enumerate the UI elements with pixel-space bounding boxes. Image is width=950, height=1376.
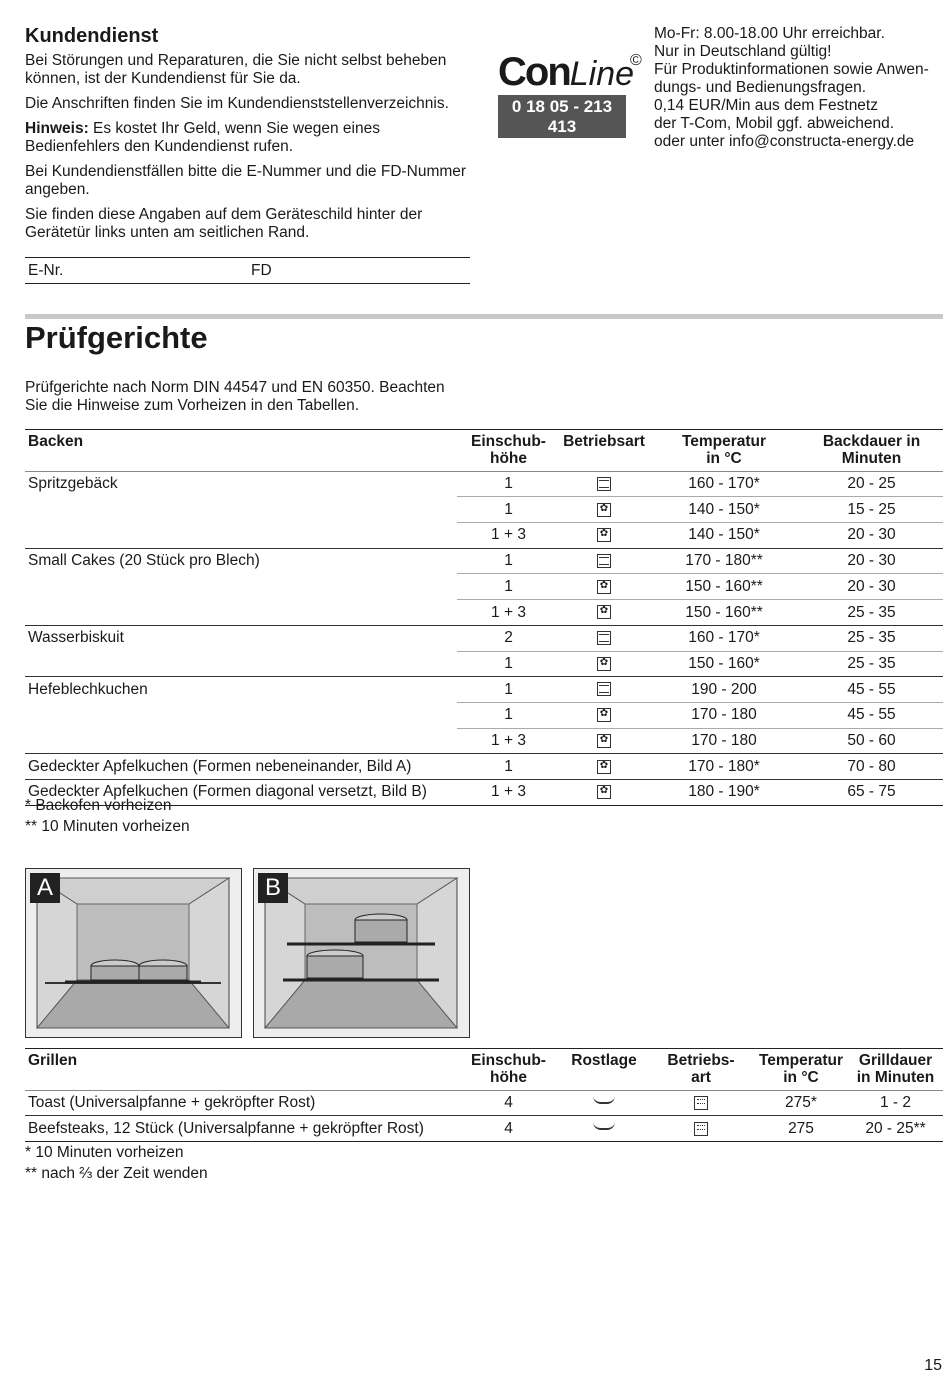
logo-line: Line: [569, 55, 635, 93]
column-header: Betriebs- art: [648, 1049, 754, 1091]
kundendienst-text: [25, 52, 470, 249]
table-cell: 20 - 30: [800, 523, 943, 549]
table-row: [25, 677, 943, 703]
mode-cell: [560, 651, 648, 677]
mode-cell: [560, 779, 648, 805]
table-cell: 65 - 75: [800, 779, 943, 805]
mode-cell: [560, 1116, 648, 1142]
column-header: Backdauer in Minuten: [800, 430, 943, 472]
kd-paragraph: Sie finden diese Angaben auf dem Geräteschild hinter der Gerätetür links unten am seitlichen Rand.: [25, 205, 423, 241]
mode-cell: [560, 754, 648, 780]
heissluft-icon: [597, 528, 611, 542]
table-cell: 140 - 150*: [648, 523, 800, 549]
footnote: * Backofen vorheizen: [25, 797, 172, 814]
mode-cell: [560, 702, 648, 728]
column-header: Betriebsart: [560, 430, 648, 472]
table-cell: 1: [457, 651, 560, 677]
table-cell: 25 - 35: [800, 651, 943, 677]
enr-label: E-Nr.: [28, 262, 64, 279]
table-cell: Hefeblechkuchen: [28, 680, 148, 698]
mode-cell: [560, 497, 648, 523]
table-cell: 275: [754, 1116, 848, 1142]
table-cell: 170 - 180: [648, 728, 800, 754]
oven-images-svg: [25, 868, 471, 1038]
footnote: ** nach ⅔ der Zeit wenden: [25, 1164, 208, 1182]
table-row: [25, 754, 943, 780]
column-header: Einschub- höhe: [457, 430, 560, 472]
table-row: [25, 548, 943, 574]
column-header: Grillen: [25, 1049, 457, 1091]
table-cell: 190 - 200: [648, 677, 800, 703]
heissluft-icon: [597, 708, 611, 722]
table-row: [25, 574, 943, 600]
column-header: Einschub- höhe: [457, 1049, 560, 1091]
pruefgerichte-title: Prüfgerichte: [25, 320, 208, 355]
table-cell: 1: [457, 702, 560, 728]
column-header: Temperatur in °C: [648, 430, 800, 472]
mode-cell: [648, 1116, 754, 1142]
hotline-line: Mo-Fr: 8.00-18.00 Uhr erreichbar.: [654, 25, 885, 42]
grill-icon: [694, 1096, 708, 1110]
table-cell: 1: [457, 548, 560, 574]
table-cell: 1: [457, 497, 560, 523]
table-cell: Beefsteaks, 12 Stück (Universalpfanne + gekröpfter Rost): [25, 1116, 457, 1142]
table-cell: 160 - 170*: [648, 471, 800, 497]
fd-label: FD: [251, 262, 272, 279]
table-cell: 25 - 35: [800, 625, 943, 651]
heissluft-icon: [597, 657, 611, 671]
table-row: [25, 728, 943, 754]
heissluft-icon: [597, 580, 611, 594]
table-cell: 2: [457, 625, 560, 651]
copyright-symbol: ©: [630, 52, 642, 69]
table-cell: 160 - 170*: [648, 625, 800, 651]
hotline-email[interactable]: oder unter info@constructa-energy.de: [654, 132, 915, 150]
table-cell: 1: [457, 471, 560, 497]
column-header: Temperatur in °C: [754, 1049, 848, 1091]
table-cell: 20 - 30: [800, 574, 943, 600]
grillen-table: [25, 1048, 943, 1142]
table-cell: 20 - 25**: [848, 1116, 943, 1142]
column-header: Rostlage: [560, 1049, 648, 1091]
table-cell: [25, 574, 457, 600]
heissluft-icon: [597, 734, 611, 748]
heissluft-icon: [597, 605, 611, 619]
hotline-line: dungs- und Bedienungsfragen.: [654, 78, 866, 96]
kd-hinweis: [25, 120, 470, 156]
image-label-a: A: [30, 873, 60, 903]
hotline-line: Nur in Deutschland gültig!: [654, 42, 832, 60]
mode-cell: [560, 523, 648, 549]
kd-paragraph: Die Anschriften finden Sie im Kundendienststellenverzeichnis.: [25, 94, 449, 112]
table-row: [25, 1116, 943, 1142]
footnote: ** 10 Minuten vorheizen: [25, 817, 190, 835]
table-cell: 150 - 160**: [648, 600, 800, 626]
heissluft-icon: [597, 785, 611, 799]
page-number: 15: [924, 1357, 942, 1374]
mode-cell: [560, 728, 648, 754]
table-cell: 1 + 3: [457, 779, 560, 805]
backen-footnotes: [25, 797, 190, 838]
mode-cell: [560, 574, 648, 600]
table-cell: [25, 702, 457, 728]
logo-con: Con: [498, 50, 570, 94]
table-cell: Toast (Universalpfanne + gekröpfter Rost): [25, 1090, 457, 1116]
table-cell: [25, 728, 457, 754]
rost-icon: [593, 1122, 615, 1130]
mode-cell: [560, 1090, 648, 1116]
table-cell: [25, 497, 457, 523]
column-header: Grilldauer in Minuten: [848, 1049, 943, 1091]
footnote: * 10 Minuten vorheizen: [25, 1144, 184, 1161]
image-label-b: B: [258, 873, 288, 903]
mode-cell: [560, 625, 648, 651]
hinweis-text: Es kostet Ihr Geld, wenn Sie wegen eines Bedienfehlers den Kundendienst rufen.: [25, 119, 380, 155]
table-row: [25, 600, 943, 626]
rost-icon: [593, 1096, 615, 1104]
table-cell: Spritzgebäck: [28, 475, 118, 493]
conline-logo: [498, 52, 646, 138]
table-cell: 4: [457, 1090, 560, 1116]
table-cell: 1 + 3: [457, 600, 560, 626]
ober-unterhitze-icon: [597, 477, 611, 491]
table-cell: 1 + 3: [457, 523, 560, 549]
ober-unterhitze-icon: [597, 682, 611, 696]
table-row: [25, 497, 943, 523]
mode-cell: [648, 1090, 754, 1116]
table-cell: 15 - 25: [800, 497, 943, 523]
mode-cell: [560, 677, 648, 703]
ober-unterhitze-icon: [597, 631, 611, 645]
table-cell: 45 - 55: [800, 677, 943, 703]
table-cell: 70 - 80: [800, 754, 943, 780]
table-cell: 1 + 3: [457, 728, 560, 754]
table-cell: 150 - 160**: [648, 574, 800, 600]
table-row: [25, 702, 943, 728]
oven-illustrations: [25, 868, 471, 1043]
section-divider: [25, 314, 943, 319]
mode-cell: [560, 471, 648, 497]
enr-fd-field: [25, 257, 470, 284]
table-cell: 50 - 60: [800, 728, 943, 754]
table-row: [25, 523, 943, 549]
hinweis-label: Hinweis:: [25, 119, 89, 137]
table-cell: 4: [457, 1116, 560, 1142]
heissluft-icon: [597, 760, 611, 774]
kd-paragraph: Bei Störungen und Reparaturen, die Sie nicht selbst beheben können, ist der Kundendienst für Sie da.: [25, 52, 447, 87]
table-cell: Wasserbiskuit: [28, 629, 124, 647]
kundendienst-title: Kundendienst: [25, 25, 159, 47]
table-cell: 170 - 180: [648, 702, 800, 728]
heissluft-icon: [597, 503, 611, 517]
table-cell: 1: [457, 574, 560, 600]
table-cell: 45 - 55: [800, 702, 943, 728]
mode-cell: [560, 548, 648, 574]
hotline-line: Für Produktinformationen sowie Anwen-: [654, 60, 929, 78]
table-row: [25, 625, 943, 651]
table-cell: 1 - 2: [848, 1090, 943, 1116]
hotline-line: der T-Com, Mobil ggf. abweichend.: [654, 114, 895, 132]
mode-cell: [560, 600, 648, 626]
table-cell: [25, 523, 457, 549]
hotline-info: [654, 25, 944, 151]
table-cell: Gedeckter Apfelkuchen (Formen nebeneinander, Bild A): [25, 754, 457, 780]
table-row: [25, 471, 943, 497]
table-cell: 275*: [754, 1090, 848, 1116]
table-cell: 20 - 25: [800, 471, 943, 497]
kd-paragraph: Bei Kundendienstfällen bitte die E-Nummer und die FD-Nummer angeben.: [25, 162, 467, 198]
table-row: [25, 651, 943, 677]
table-cell: 140 - 150*: [648, 497, 800, 523]
backen-table: [25, 429, 943, 806]
table-cell: [25, 600, 457, 626]
table-cell: Gedeckter Apfelkuchen (Formen diagonal versetzt, Bild B): [25, 779, 457, 805]
table-cell: [25, 651, 457, 677]
grillen-footnotes: [25, 1144, 208, 1185]
table-cell: Small Cakes (20 Stück pro Blech): [28, 552, 260, 570]
pruefgerichte-intro: Prüfgerichte nach Norm DIN 44547 und EN 60350. Beachten Sie die Hinweise zum Vorheizen in den Tabellen.: [25, 379, 445, 414]
table-cell: 1: [457, 677, 560, 703]
hotline-line: 0,14 EUR/Min aus dem Festnetz: [654, 96, 878, 114]
table-cell: 20 - 30: [800, 548, 943, 574]
table-row: [25, 1090, 943, 1116]
ober-unterhitze-icon: [597, 554, 611, 568]
table-cell: 1: [457, 754, 560, 780]
table-cell: 170 - 180**: [648, 548, 800, 574]
column-header: Backen: [25, 430, 457, 472]
table-cell: 170 - 180*: [648, 754, 800, 780]
table-cell: 150 - 160*: [648, 651, 800, 677]
table-cell: 180 - 190*: [648, 779, 800, 805]
hotline-phone: 0 18 05 - 213 413: [498, 95, 626, 138]
table-cell: 25 - 35: [800, 600, 943, 626]
grill-icon: [694, 1122, 708, 1136]
